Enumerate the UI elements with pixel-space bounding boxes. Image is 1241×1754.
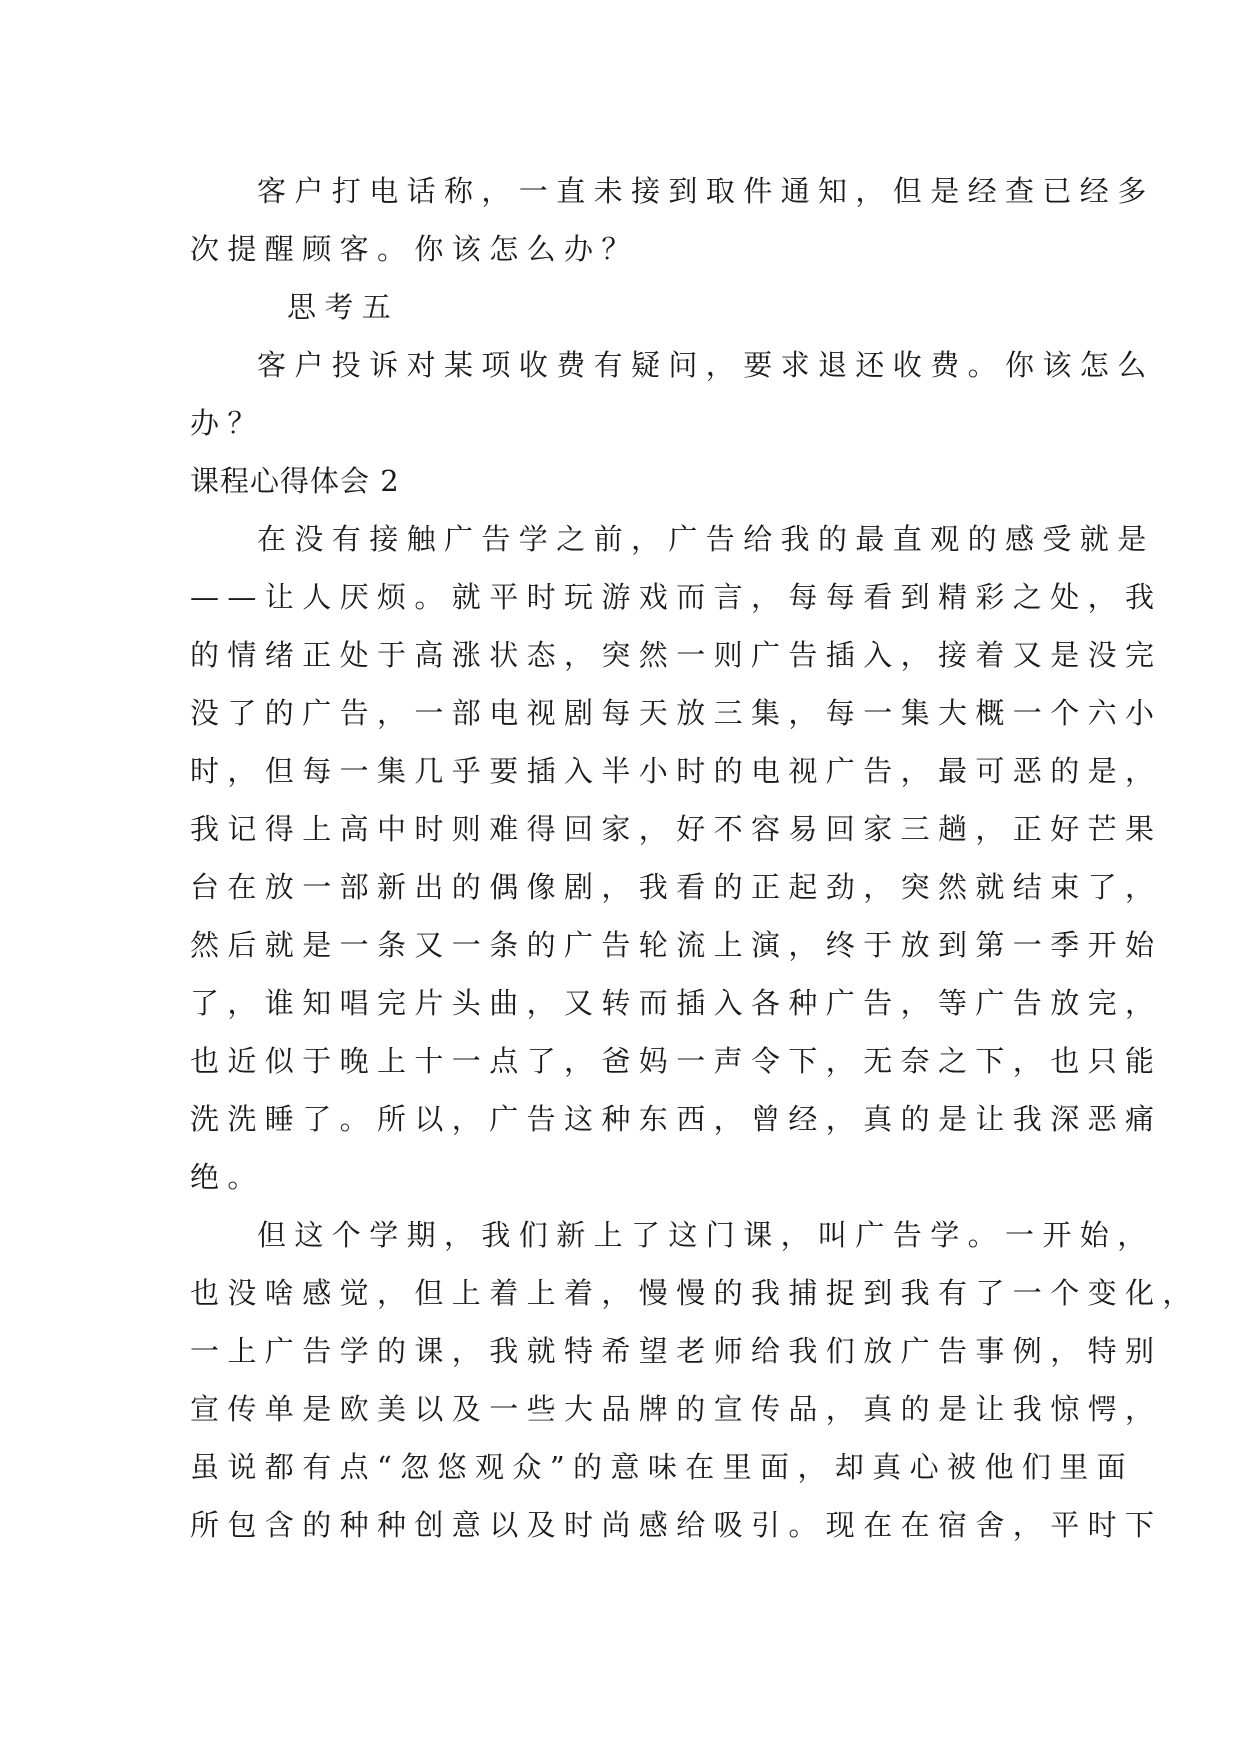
paragraph-line: 然后就是一条又一条的广告轮流上演，终于放到第一季开始: [190, 928, 1163, 962]
paragraph-line: 了，谁知唱完片头曲，又转而插入各种广告，等广告放完，: [190, 986, 1163, 1020]
paragraph-line: ——让人厌烦。就平时玩游戏而言，每每看到精彩之处，我: [190, 580, 1163, 614]
paragraph-line: 客户打电话称，一直未接到取件通知，但是经查已经多: [257, 174, 1155, 208]
paragraph-line: 虽说都有点“忽悠观众”的意味在里面，却真心被他们里面: [190, 1450, 1135, 1484]
paragraph-line: 在没有接触广告学之前，广告给我的最直观的感受就是: [257, 522, 1155, 556]
paragraph-line: 没了的广告，一部电视剧每天放三集，每一集大概一个六小: [190, 696, 1163, 730]
paragraph-line: 也没啥感觉，但上着上着，慢慢的我捕捉到我有了一个变化，: [190, 1276, 1200, 1310]
paragraph-line: 也近似于晚上十一点了，爸妈一声令下，无奈之下，也只能: [190, 1044, 1163, 1078]
paragraph-line: 时，但每一集几乎要插入半小时的电视广告，最可恶的是，: [190, 754, 1163, 788]
paragraph-line: 的情绪正处于高涨状态，突然一则广告插入，接着又是没完: [190, 638, 1163, 672]
paragraph-line: 我记得上高中时则难得回家，好不容易回家三趟，正好芒果: [190, 812, 1163, 846]
paragraph-line: 台在放一部新出的偶像剧，我看的正起劲，突然就结束了，: [190, 870, 1163, 904]
document-page: [190, 162, 1200, 1554]
paragraph-line: 宣传单是欧美以及一些大品牌的宣传品，真的是让我惊愕，: [190, 1392, 1163, 1426]
paragraph-line: 一上广告学的课，我就特希望老师给我们放广告事例，特别: [190, 1334, 1163, 1368]
paragraph-line: 绝。: [190, 1160, 265, 1194]
paragraph-line: 但这个学期，我们新上了这门课，叫广告学。一开始，: [257, 1218, 1155, 1252]
paragraph-line: 洗洗睡了。所以，广告这种东西，曾经，真的是让我深恶痛: [190, 1102, 1163, 1136]
paragraph-line: 次提醒顾客。你该怎么办？: [190, 232, 639, 266]
section-subheading: 思考五: [287, 290, 400, 324]
paragraph-line: 办？: [190, 406, 265, 440]
section-heading: 课程心得体会 2: [190, 464, 400, 498]
paragraph-line: 所包含的种种创意以及时尚感给吸引。现在在宿舍，平时下: [190, 1508, 1163, 1542]
paragraph-line: 客户投诉对某项收费有疑问，要求退还收费。你该怎么: [257, 348, 1155, 382]
